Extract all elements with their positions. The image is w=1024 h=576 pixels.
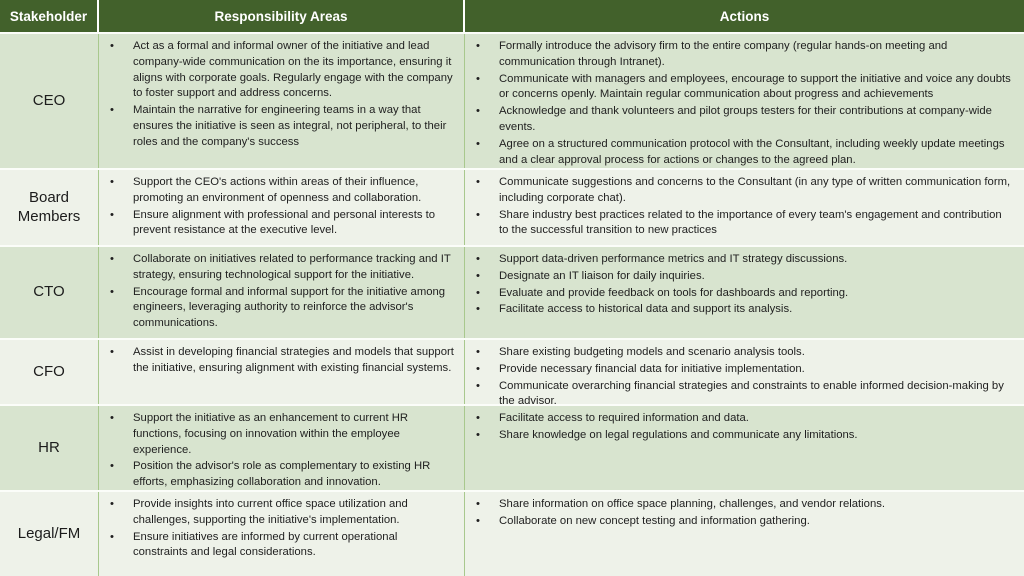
- bullet-item: • Support data-driven performance metrics and IT strategy discussions.: [465, 252, 1014, 268]
- bullet-item: • Evaluate and provide feedback on tools for dashboards and reporting.: [465, 286, 1014, 302]
- stakeholder-label: CEO: [0, 34, 99, 168]
- responsibility-cell: [99, 340, 465, 404]
- bullet-item: • Share information on office space planning, challenges, and vendor relations.: [465, 497, 1014, 513]
- header-responsibility-areas: Responsibility Areas: [99, 0, 465, 32]
- bullet-list: [99, 170, 464, 239]
- bullet-list: [465, 247, 1024, 318]
- actions-cell: [465, 406, 1024, 490]
- bullet-item: • Communicate suggestions and concerns to the Consultant (in any type of written communication form, including corporate chat).: [465, 175, 1014, 207]
- responsibility-cell: [99, 34, 465, 168]
- bullet-list: [99, 34, 464, 151]
- bullet-list: [465, 406, 1024, 444]
- bullet-item: • Share knowledge on legal regulations and communicate any limitations.: [465, 428, 1014, 444]
- bullet-item: • Ensure alignment with professional and personal interests to prevent resistance at the executive level.: [99, 208, 454, 240]
- bullet-item: • Share existing budgeting models and scenario analysis tools.: [465, 345, 1014, 361]
- bullet-list: [99, 247, 464, 332]
- table-row-ceo: [0, 32, 1024, 168]
- bullet-item: • Act as a formal and informal owner of the initiative and lead company-wide communication on the its importance, ensuring it aligns with corporate goals. Regularly engage with the company to foster support and address concerns.: [99, 39, 454, 102]
- table-row-board-members: [0, 168, 1024, 245]
- stakeholder-label: Legal/FM: [0, 492, 99, 576]
- bullet-item: • Ensure initiatives are informed by current operational constraints and legal considerations.: [99, 530, 454, 562]
- bullet-item: • Designate an IT liaison for daily inquiries.: [465, 269, 1014, 285]
- bullet-list: [465, 34, 1024, 169]
- table-row-cfo: [0, 338, 1024, 408]
- actions-cell: [465, 492, 1024, 576]
- bullet-item: • Encourage formal and informal support for the initiative among engineers, leveraging authority to reinforce the advisor's communications.: [99, 285, 454, 332]
- actions-cell: [465, 340, 1024, 408]
- bullet-list: [99, 406, 464, 491]
- bullet-item: • Provide insights into current office space utilization and challenges, supporting the initiative's implementation.: [99, 497, 454, 529]
- bullet-item: • Communicate with managers and employees, encourage to support the initiative and voice any doubts or concerns openly. Maintain regular communication about progress and achievements: [465, 72, 1014, 104]
- responsibility-cell: [99, 170, 465, 245]
- bullet-item: • Facilitate access to required information and data.: [465, 411, 1014, 427]
- bullet-item: • Collaborate on initiatives related to performance tracking and IT strategy, ensuring technological support for the initiative.: [99, 252, 454, 284]
- bullet-item: • Maintain the narrative for engineering teams in a way that ensures the initiative is seen as integral, not peripheral, to their roles and the company's success: [99, 103, 454, 150]
- bullet-list: [465, 492, 1024, 530]
- actions-cell: [465, 170, 1024, 245]
- table-row-hr: [0, 404, 1024, 490]
- bullet-item: • Share industry best practices related to the importance of every team's engagement and contribution to the successful transition to new practices: [465, 208, 1014, 240]
- responsibility-cell: [99, 406, 465, 490]
- responsibility-cell: [99, 492, 465, 576]
- bullet-list: [465, 170, 1024, 239]
- bullet-item: • Acknowledge and thank volunteers and pilot groups testers for their contributions at company-wide events.: [465, 104, 1014, 136]
- bullet-item: • Position the advisor's role as complementary to existing HR efforts, emphasizing collaboration and innovation.: [99, 459, 454, 491]
- table-row-legal-fm: [0, 490, 1024, 576]
- bullet-list: [465, 340, 1024, 410]
- bullet-item: • Collaborate on new concept testing and information gathering.: [465, 514, 1014, 530]
- bullet-list: [99, 340, 464, 377]
- bullet-item: • Communicate overarching financial strategies and constraints to enable informed decision-making by the advisor.: [465, 379, 1014, 411]
- stakeholder-label: CFO: [0, 340, 99, 404]
- stakeholder-label: Board Members: [0, 170, 99, 245]
- table-header-row: [0, 0, 1024, 32]
- bullet-item: • Agree on a structured communication protocol with the Consultant, including weekly update meetings and a clear approval process for actions or changes to the agreed plan.: [465, 137, 1014, 169]
- table-row-cto: [0, 245, 1024, 338]
- stakeholder-label: CTO: [0, 247, 99, 338]
- bullet-item: • Assist in developing financial strategies and models that support the initiative, ensuring alignment with existing financial systems.: [99, 345, 454, 377]
- bullet-item: • Support the CEO's actions within areas of their influence, promoting an environment of openness and collaboration.: [99, 175, 454, 207]
- actions-cell: [465, 247, 1024, 338]
- responsibility-cell: [99, 247, 465, 338]
- stakeholder-label: HR: [0, 406, 99, 490]
- bullet-list: [99, 492, 464, 561]
- header-stakeholder: Stakeholder: [0, 0, 99, 32]
- bullet-item: • Facilitate access to historical data and support its analysis.: [465, 302, 1014, 318]
- bullet-item: • Formally introduce the advisory firm to the entire company (regular hands-on meeting and communication through Intranet).: [465, 39, 1014, 71]
- bullet-item: • Provide necessary financial data for initiative implementation.: [465, 362, 1014, 378]
- actions-cell: [465, 34, 1024, 168]
- bullet-item: • Support the initiative as an enhancement to current HR functions, focusing on innovation within the employee experience.: [99, 411, 454, 458]
- header-actions: Actions: [465, 0, 1024, 32]
